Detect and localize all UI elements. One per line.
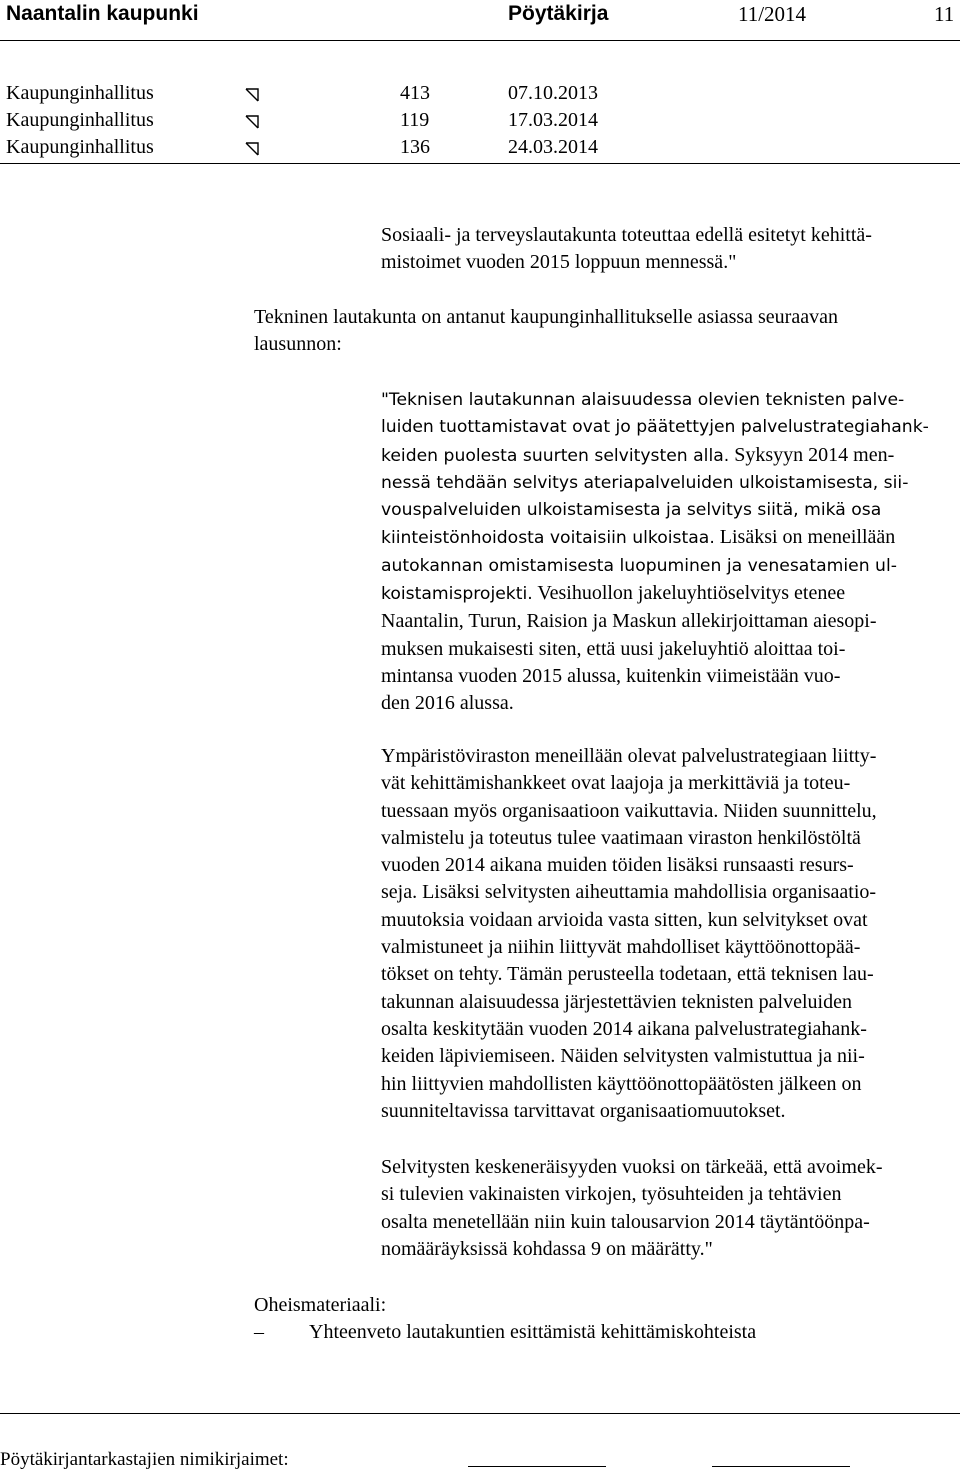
quote-paragraph-2	[381, 743, 877, 1125]
text-segment: kiinteistönhoidosta voitaisiin ulkoistaa.	[381, 528, 715, 549]
text-line: valmistuneet ja niihin liittyvät mahdolliset käyttöönottopää-	[381, 936, 861, 959]
text-segment: Vesihuollon jakeluyhtiöselvitys etenee	[532, 582, 846, 605]
header-rule	[0, 40, 960, 41]
text-segment: Lisäksi on meneillään	[714, 526, 896, 549]
text-segment: Syksyyn 2014 men-	[729, 443, 895, 466]
text-line	[381, 580, 929, 608]
text-segment: koistamisprojekti.	[381, 584, 533, 605]
text-line: mintansa vuoden 2015 alussa, kuitenkin viimeistään vuo-	[381, 664, 841, 687]
reference-date: 24.03.2014	[508, 136, 598, 158]
social-committee-paragraph	[381, 222, 872, 277]
text-line: seja. Lisäksi selvitysten aiheuttamia mahdollisia organisaatio-	[381, 881, 877, 904]
reference-number: 136	[400, 136, 430, 158]
text-line: osalta keskitytään vuoden 2014 aikana palvelustrategiahank-	[381, 1017, 867, 1040]
text-line: keiden läpiviemiseen. Näiden selvitysten valmistuttua ja nii-	[381, 1045, 865, 1068]
text-line: muutoksia voidaan arvioida vasta sitten, kun selvitykset ovat	[381, 908, 868, 931]
reference-row	[0, 82, 960, 109]
reference-link-icon[interactable]	[244, 86, 262, 104]
text-line: tökset on tehty. Tämän perusteella todetaan, että teknisen lau-	[381, 963, 874, 986]
attachment-item[interactable]: Yhteenveto lautakuntien esittämistä kehittämiskohteista	[309, 1321, 757, 1343]
text-line: Selvitysten keskeneräisyyden vuoksi on tärkeää, että avoimek-	[381, 1156, 883, 1178]
quote-paragraph-3	[381, 1154, 883, 1263]
reference-body: Kaupunginhallitus	[6, 109, 154, 131]
organization-name: Naantalin kaupunki	[6, 2, 199, 25]
text-line: si tulevien vakinaisten virkojen, työsuhteiden ja tehtävien	[381, 1183, 842, 1206]
text-line: Tekninen lautakunta on antanut kaupunginhallitukselle asiassa seuraavan	[254, 306, 838, 328]
footer-signature-label: Pöytäkirjantarkastajien nimikirjaimet:	[0, 1449, 289, 1470]
reference-row	[0, 136, 960, 163]
text-line	[381, 442, 929, 470]
document-type: Pöytäkirja	[508, 2, 609, 25]
quote-paragraph-1	[381, 387, 929, 718]
text-line: vät kehittämishankkeet ovat laajoja ja merkittäviä ja toteu-	[381, 772, 851, 795]
text-line: Ympäristöviraston meneillään olevat palvelustrategiaan liitty-	[381, 745, 877, 767]
text-line: Sosiaali- ja terveyslautakunta toteuttaa edellä esitetyt kehittä-	[381, 224, 872, 246]
reference-body: Kaupunginhallitus	[6, 136, 154, 158]
footer-rule	[0, 1413, 960, 1414]
reference-body: Kaupunginhallitus	[6, 82, 154, 104]
reference-number: 413	[400, 82, 430, 104]
page-number: 11	[934, 2, 955, 26]
technical-intro-paragraph	[254, 304, 838, 359]
text-segment: keiden puolesta suurten selvitysten alla.	[381, 445, 730, 466]
text-line: hin liittyvien mahdollisten käyttöönottopäätösten jälkeen on	[381, 1072, 862, 1095]
attachment-bullet: –	[254, 1321, 264, 1343]
text-line: nessä tehdään selvitys ateriapalveluiden ulkoistamisesta, sii-	[381, 472, 909, 493]
text-line: den 2016 alussa.	[381, 692, 514, 715]
document-number: 11/2014	[738, 2, 807, 26]
text-line: vouspalveluiden ulkoistamisesta ja selvitys siitä, mikä osa	[381, 500, 882, 521]
attachments-label: Oheismateriaali:	[254, 1294, 387, 1316]
signature-line	[468, 1466, 606, 1467]
text-line: "Teknisen lautakunnan alaisuudessa olevien teknisten palve-	[381, 390, 905, 410]
text-line: nomääräyksissä kohdassa 9 on määrätty."	[381, 1237, 713, 1260]
text-line: lausunnon:	[254, 333, 342, 356]
text-line	[381, 524, 929, 552]
text-line: luiden tuottamistavat ovat jo päätettyjen palvelustrategiahank-	[381, 417, 929, 438]
text-line: Naantalin, Turun, Raision ja Maskun allekirjoittaman aiesopi-	[381, 610, 877, 633]
reference-link-icon[interactable]	[244, 140, 262, 158]
reference-number: 119	[400, 109, 430, 131]
text-line: osalta menetellään niin kuin talousarvion 2014 täytäntöönpa-	[381, 1210, 870, 1233]
text-line: vuoden 2014 aikana muiden töiden lisäksi runsaasti resurs-	[381, 854, 854, 877]
text-line: muksen mukaisesti siten, että uusi jakeluyhtiö aloittaa toi-	[381, 637, 846, 660]
reference-link-icon[interactable]	[244, 113, 262, 131]
text-line: suunniteltavissa tarvittavat organisaatiomuutokset.	[381, 1099, 786, 1122]
reference-rule	[0, 163, 960, 164]
text-line: autokannan omistamisesta luopuminen ja venesatamien ul-	[381, 555, 897, 576]
reference-row	[0, 109, 960, 136]
reference-date: 17.03.2014	[508, 109, 598, 131]
text-line: mistoimet vuoden 2015 loppuun mennessä."	[381, 251, 737, 274]
signature-line	[712, 1466, 850, 1467]
text-line: valmistelu ja toteutus tulee vaatimaan viraston henkilöstöltä	[381, 826, 861, 849]
text-line: takunnan alaisuudessa järjestettävien teknisten palveluiden	[381, 990, 852, 1013]
text-line: tuessaan myös organisaatioon vaikuttavia. Niiden suunnittelu,	[381, 799, 877, 822]
reference-date: 07.10.2013	[508, 82, 598, 104]
